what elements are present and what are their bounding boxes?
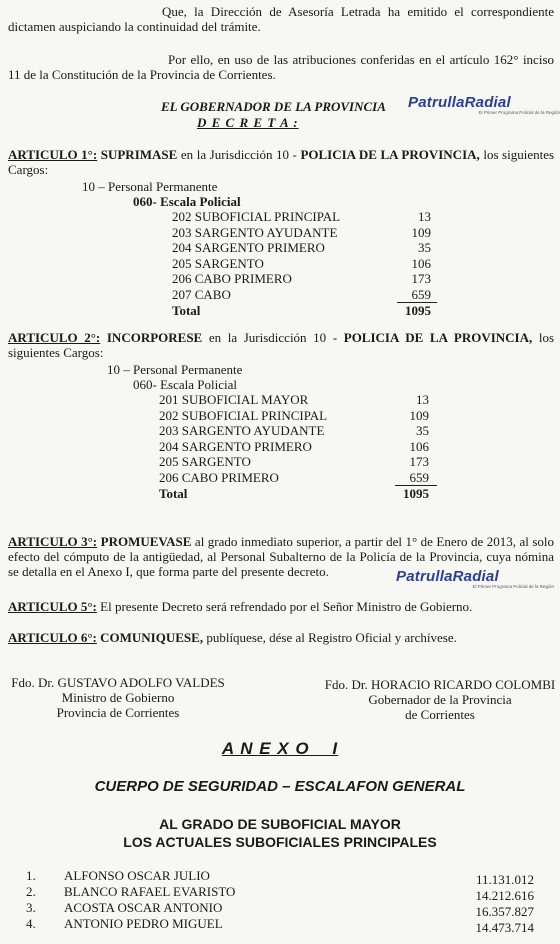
annex-grade-line-1: AL GRADO DE SUBOFICIAL MAYOR [159, 816, 401, 832]
art1-row-name: 204 SARGENTO PRIMERO [172, 240, 325, 255]
annex-person-name: ANTONIO PEDRO MIGUEL [64, 916, 223, 931]
art2-row-value: 659 [409, 469, 429, 485]
watermark-logo-2 [396, 569, 554, 589]
article-1 [8, 147, 554, 177]
annex-person-id: 16.357.827 [475, 904, 534, 919]
art2-row-value: 109 [409, 407, 429, 423]
article-1-verb: SUPRIMASE [100, 147, 178, 162]
art1-row-name: 205 SARGENTO [172, 255, 264, 271]
signature-left-role: Ministro de Gobierno [61, 690, 175, 705]
article-1-total-value: 1095 [405, 303, 431, 318]
article-5-label: ARTICULO 5°: [8, 599, 97, 614]
article-2 [8, 330, 554, 360]
art2-row-value: 106 [409, 438, 429, 454]
article-2-total-label: Total [159, 486, 188, 501]
intro-paragraph-1: Que, la Dirección de Asesoría Letrada ha emitido el correspondiente dictamen auspiciando la continuidad del trámite. [8, 4, 554, 34]
article-1-label: ARTICULO 1°: [8, 147, 98, 162]
watermark-text: PatrullaRadial [408, 94, 511, 111]
art1-row-value: 173 [411, 271, 431, 286]
annex-person-id: 14.212.616 [475, 888, 534, 903]
art2-row-value: 13 [416, 392, 429, 407]
watermark-text-2: PatrullaRadial [396, 568, 499, 585]
watermark-subtitle-2: El Primer Programa Policial de la Región [472, 584, 554, 589]
article-6 [8, 630, 554, 645]
signature-right-province: de Corrientes [405, 707, 475, 722]
art2-row-name: 206 CABO PRIMERO [159, 469, 279, 485]
art2-row-value: 173 [409, 454, 429, 469]
annex-subtitle: CUERPO DE SEGURIDAD – ESCALAFON GENERAL [94, 778, 466, 795]
annex-person-number: 2. [26, 884, 36, 899]
article-2-group: 10 – Personal Permanente [107, 362, 243, 377]
signature-left-province: Provincia de Corrientes [56, 705, 180, 720]
signature-right [322, 677, 558, 722]
annex-person-number: 1. [26, 868, 36, 883]
signature-right-name: Fdo. Dr. HORACIO RICARDO COLOMBI [324, 677, 556, 692]
art1-row-value: 106 [411, 255, 431, 271]
annex-person-number: 4. [26, 916, 36, 931]
art1-row-value: 659 [411, 286, 431, 302]
art1-row-name: 203 SARGENTO AYUDANTE [172, 224, 338, 240]
article-2-text: en la Jurisdicción 10 - [208, 330, 338, 345]
annex-person-number: 3. [26, 900, 36, 915]
article-2-label: ARTICULO 2°: [8, 330, 101, 345]
article-5 [8, 599, 554, 614]
article-3-label: ARTICULO 3°: [8, 534, 98, 549]
annex-grade-line-2: LOS ACTUALES SUBOFICIALES PRINCIPALES [123, 834, 437, 850]
art2-row-value: 35 [416, 423, 429, 438]
article-2-total-value: 1095 [403, 486, 429, 501]
annex-person-name: BLANCO RAFAEL EVARISTO [64, 884, 236, 899]
decreta-heading: D E C R E T A : [197, 115, 299, 130]
article-3-text: al grado inmediato superior, a partir del 1° de Enero de 2013, al solo efecto del cómputo de la antigüedad, al Personal Subalterno de la Policía de la Provincia, cuya nómina se detalla en el Anexo I, que forma parte del presente decreto. [8, 534, 555, 579]
annex-title: A N E X O I [221, 739, 339, 758]
article-1-scale: 060- Escala Policial [133, 194, 241, 209]
art2-row-name: 201 SUBOFICIAL MAYOR [159, 392, 309, 407]
governor-heading: EL GOBERNADOR DE LA PROVINCIA [161, 99, 386, 114]
article-3-verb: PROMUEVASE [100, 534, 192, 549]
intro-paragraph-2: Por ello, en uso de las atribuciones conferidas en el artículo 162° inciso 11 de la Constitución de la Provincia de Corrientes. [8, 52, 554, 82]
article-1-tail: los siguientes Cargos: [8, 147, 555, 177]
art1-row-name: 207 CABO [172, 286, 231, 302]
signature-right-role: Gobernador de la Provincia [368, 692, 512, 707]
article-6-label: ARTICULO 6°: [8, 630, 97, 645]
article-6-text: publíquese, dése al Registro Oficial y archívese. [206, 630, 457, 645]
signature-left [8, 675, 228, 720]
art2-row-name: 205 SARGENTO [159, 454, 251, 469]
art2-row-name: 204 SARGENTO PRIMERO [159, 438, 312, 454]
article-2-entity: POLICIA DE LA PROVINCIA, [343, 330, 533, 345]
article-2-scale: 060- Escala Policial [133, 377, 237, 392]
article-1-total-label: Total [172, 303, 201, 318]
annex-person-name: ACOSTA OSCAR ANTONIO [64, 900, 223, 915]
watermark-subtitle: El Primer Programa Policial de la Región [478, 110, 560, 115]
signature-left-name: Fdo. Dr. GUSTAVO ADOLFO VALDES [11, 675, 225, 690]
art1-row-name: 206 CABO PRIMERO [172, 271, 292, 286]
article-1-group: 10 – Personal Permanente [82, 179, 218, 194]
art2-row-name: 203 SARGENTO AYUDANTE [159, 423, 325, 438]
art1-row-value: 109 [411, 224, 431, 240]
annex-person-id: 14.473.714 [475, 920, 534, 935]
article-1-entity: POLICIA DE LA PROVINCIA, [300, 147, 480, 162]
annex-person-id: 11.131.012 [475, 872, 534, 887]
article-5-text: El presente Decreto será refrendado por el Señor Ministro de Gobierno. [100, 599, 473, 614]
art2-row-name: 202 SUBOFICIAL PRINCIPAL [159, 407, 328, 423]
art1-row-value: 13 [418, 209, 431, 224]
article-2-tail: los siguientes Cargos: [8, 330, 555, 360]
watermark-logo [408, 95, 560, 115]
article-2-verb: INCORPORESE [106, 330, 203, 345]
article-1-text: en la Jurisdicción 10 - [180, 147, 297, 162]
article-6-verb: COMUNIQUESE, [100, 630, 204, 645]
annex-person-name: ALFONSO OSCAR JULIO [64, 868, 210, 883]
art1-row-name: 202 SUBOFICIAL PRINCIPAL [172, 209, 341, 224]
art1-row-value: 35 [418, 240, 431, 255]
